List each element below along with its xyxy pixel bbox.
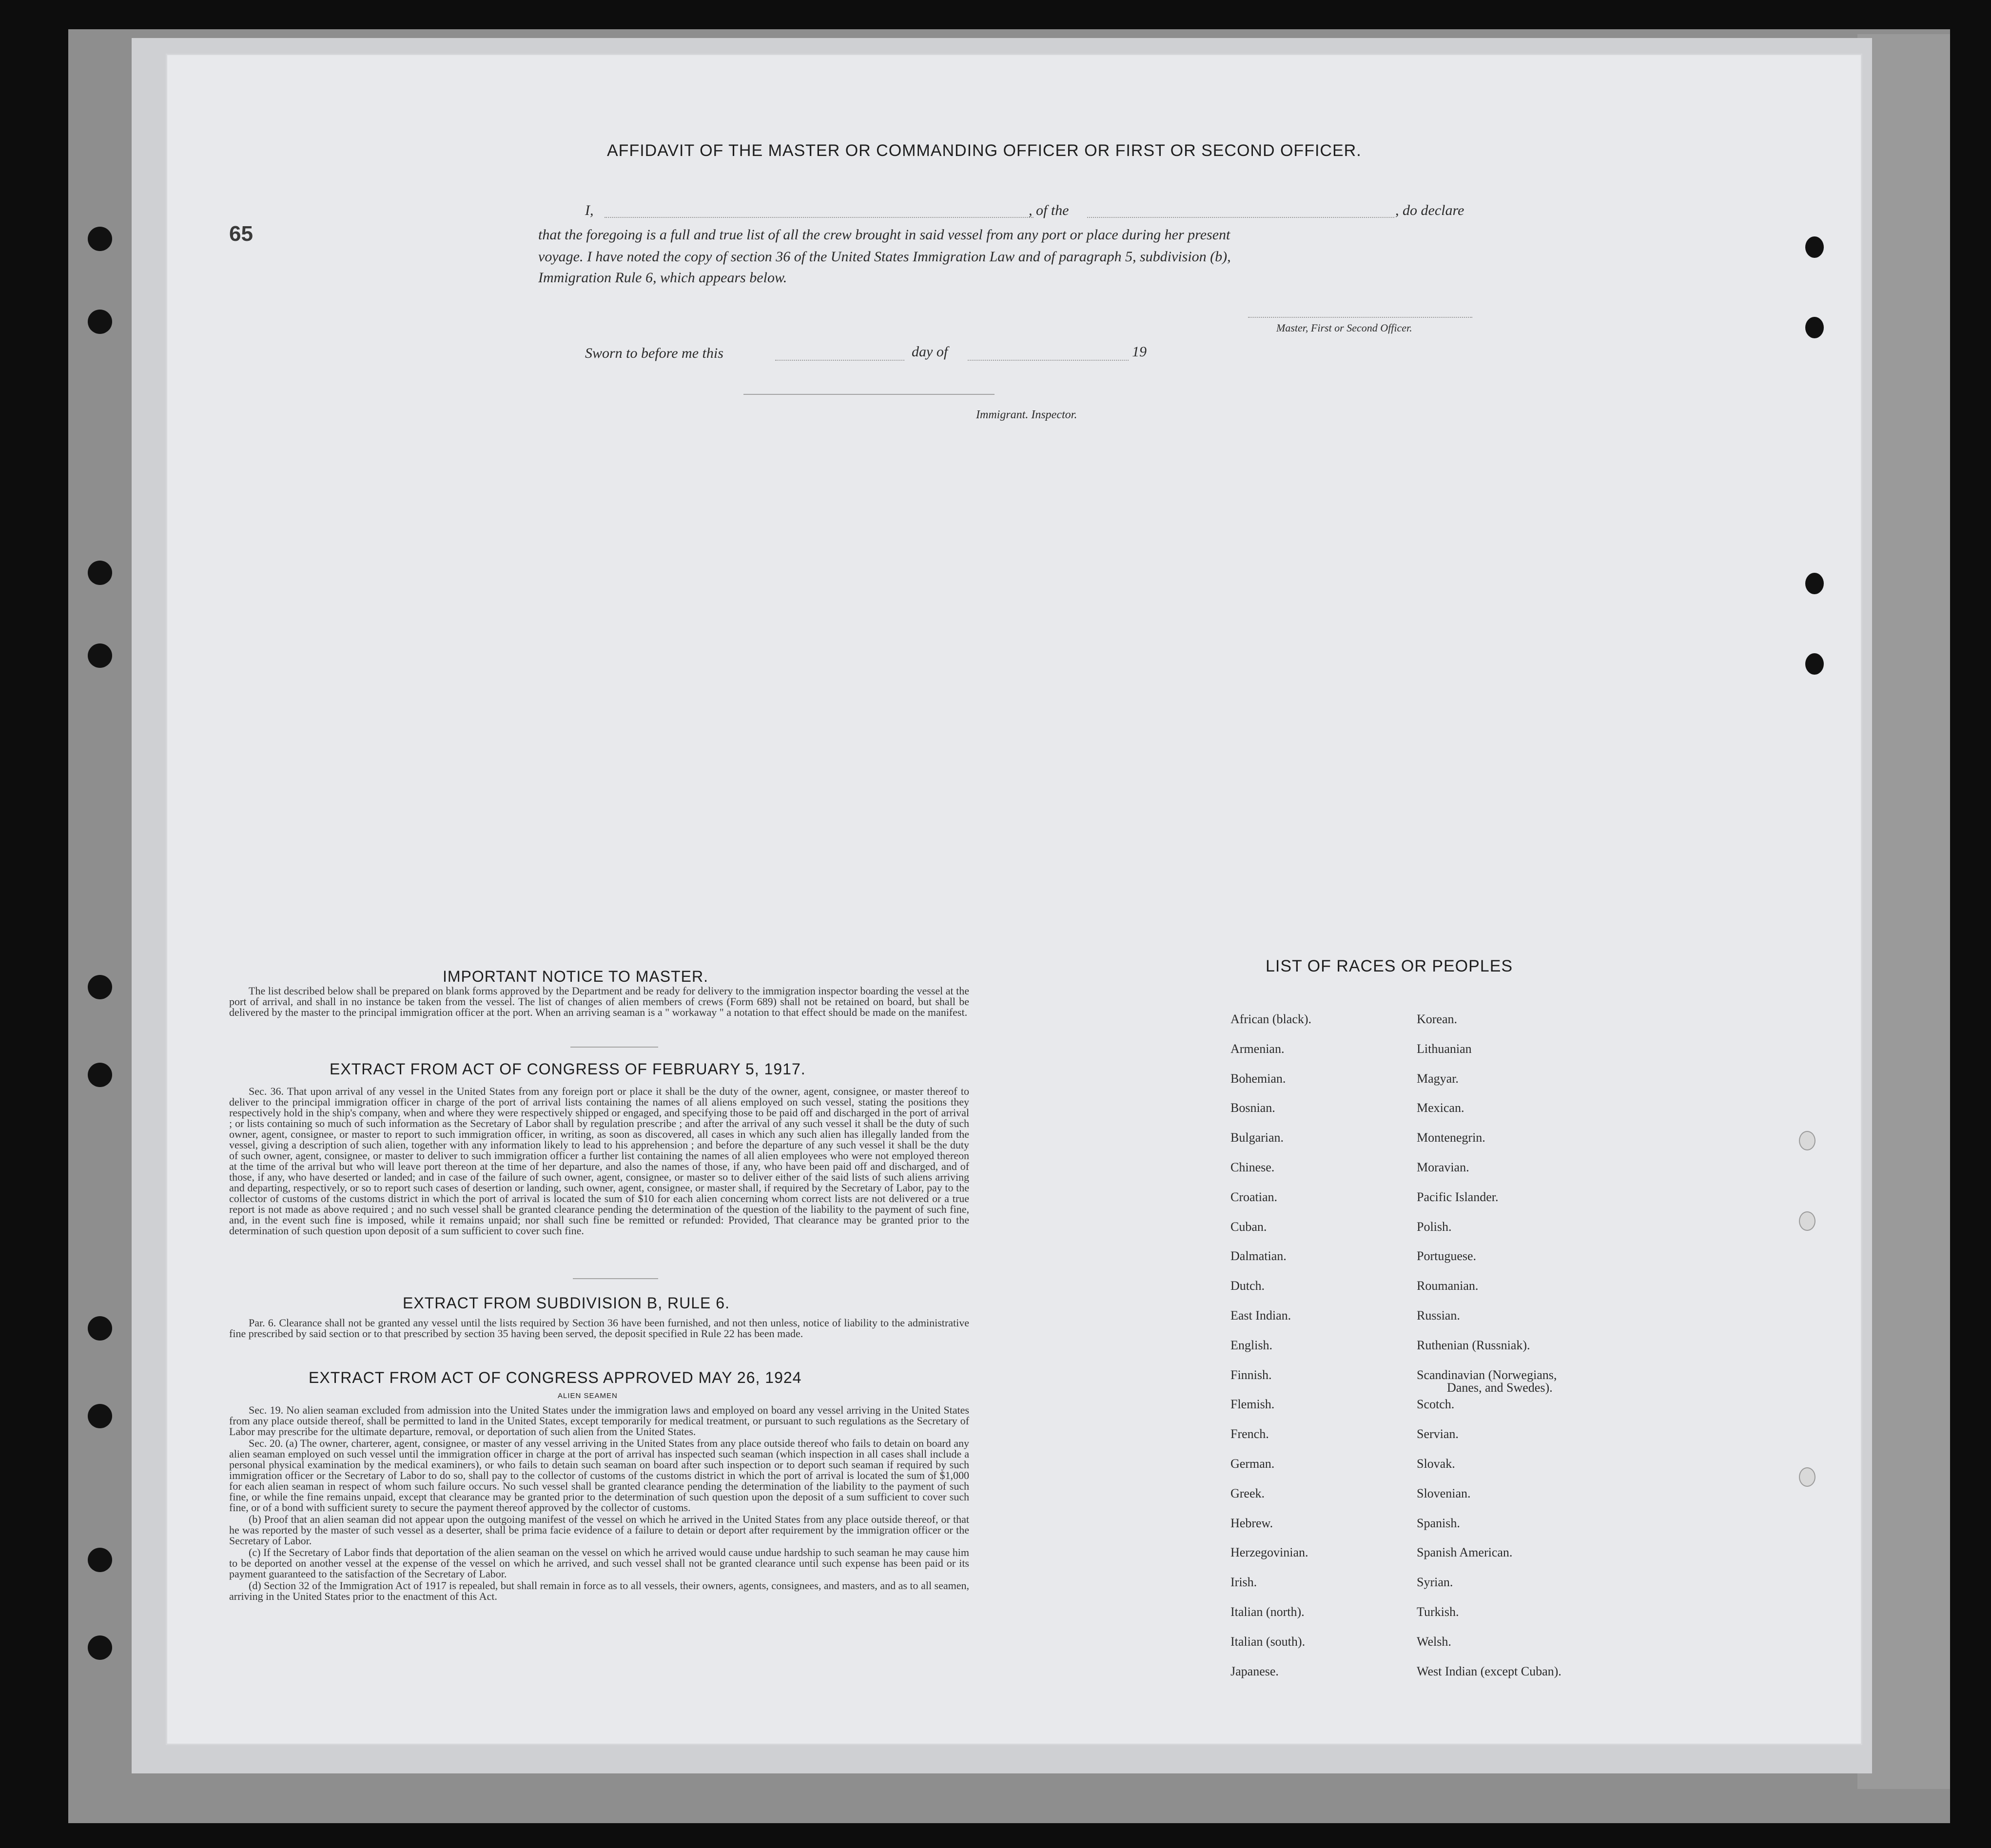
name-line xyxy=(605,217,1034,218)
race-label: Pacific Islander. xyxy=(1417,1189,1499,1204)
race-label: Spanish American. xyxy=(1417,1545,1513,1560)
section-divider xyxy=(573,1278,658,1279)
day-of-label: day of xyxy=(912,344,948,360)
binder-hole-icon xyxy=(88,561,112,585)
race-item xyxy=(1417,1131,1562,1161)
race-item xyxy=(1230,1635,1311,1665)
sec20a-paragraph: Sec. 20. (a) The owner, charterer, agent, consignee, or master of any vessel arriving in the United States from any place outside thereof who fails to detain on board any alien seaman employed on such vessel until the immigration officer in charge at the port of arrival has inspected such seaman (which inspection in all cases shall include a personal physical examination by the medical examiners), or who fails to detain such seaman on board after such inspection or to deport such seaman if required by such immigration officer or the Secretary of Labor to do so, shall pay to the collector of customs of the customs district in which the port of arrival is located the sum of $1,000 for each alien seaman in respect of whom such failure occurs. No such vessel shall be granted clearance pending the determination of the liability to the payment of such fine, or while the fine remains unpaid, except that clearance may be granted prior to the determination of such question upon the deposit of a sum sufficient to cover such fine, or of a bond with sufficient surety to secure the payment thereof approved by the collector of customs. xyxy=(229,1437,969,1514)
race-item xyxy=(1230,1369,1311,1399)
race-item xyxy=(1230,1606,1311,1635)
notice-body xyxy=(229,986,969,1019)
race-label: East Indian. xyxy=(1230,1308,1291,1323)
race-label: German. xyxy=(1230,1456,1275,1471)
race-label: Irish. xyxy=(1230,1575,1257,1590)
inspector-label: Immigrant. Inspector. xyxy=(976,409,1077,421)
extract-1924-body xyxy=(229,1405,969,1603)
race-item xyxy=(1417,1458,1562,1487)
race-label: Italian (north). xyxy=(1230,1604,1305,1619)
race-label: English. xyxy=(1230,1338,1272,1352)
race-label: Portuguese. xyxy=(1417,1249,1477,1264)
race-label: Syrian. xyxy=(1417,1575,1453,1590)
race-item xyxy=(1417,1576,1562,1606)
race-item xyxy=(1417,1428,1562,1458)
race-label: Korean. xyxy=(1417,1012,1458,1026)
binder-hole-icon xyxy=(1805,573,1824,594)
binder-hole-icon xyxy=(88,1063,112,1087)
binder-hole-icon xyxy=(88,1316,112,1341)
race-label: West Indian (except Cuban). xyxy=(1417,1664,1562,1678)
race-label-continuation: Danes, and Swedes). xyxy=(1447,1380,1553,1395)
race-label: Armenian. xyxy=(1230,1041,1285,1056)
race-label: Dutch. xyxy=(1230,1279,1265,1293)
binder-hole-icon xyxy=(1805,236,1824,258)
binder-hole-icon xyxy=(1805,653,1824,675)
sec20b-paragraph: (b) Proof that an alien seaman did not appear upon the outgoing manifest of the vessel on which he arrived in the United States from any place outside thereof, or that he was reported by the master of such vessel as a deserter, shall be prima facie evidence of a failure to detain or deport after requirement by the immigration officer or the Secretary of Labor. xyxy=(229,1513,969,1547)
race-item xyxy=(1417,1665,1562,1695)
race-item xyxy=(1417,1369,1562,1399)
notice-title: IMPORTANT NOTICE TO MASTER. xyxy=(443,968,708,985)
race-item xyxy=(1230,1398,1311,1428)
race-item xyxy=(1230,1309,1311,1339)
affidavit-do-declare: , do declare xyxy=(1395,202,1464,218)
race-label: Moravian. xyxy=(1417,1160,1469,1174)
race-item xyxy=(1417,1072,1562,1102)
year-label: 19 xyxy=(1132,344,1147,360)
race-item xyxy=(1230,1458,1311,1487)
race-label: Bohemian. xyxy=(1230,1071,1286,1086)
notice-paragraph: The list described below shall be prepared on blank forms approved by the Department and be ready for delivery to the immigration inspector boarding the vessel at the port of arrival, and shall in no instance be taken from the vessel. The list of changes of alien members of crews (Form 689) shall not be retained on board, but shall be delivered by the master to the principal immigration officer at the port. When an arriving seaman is a " workaway " a notation to that effect should be made on the manifest. xyxy=(229,985,969,1018)
race-item xyxy=(1230,1013,1311,1043)
race-item xyxy=(1417,1043,1562,1072)
races-left-column xyxy=(1230,1013,1311,1694)
race-label: Russian. xyxy=(1417,1308,1460,1323)
race-label: Polish. xyxy=(1417,1219,1452,1234)
extract-1917-title: EXTRACT FROM ACT OF CONGRESS OF FEBRUARY 5, 1917. xyxy=(330,1060,806,1078)
alien-seamen-subtitle: ALIEN SEAMEN xyxy=(558,1392,618,1400)
race-label: Cuban. xyxy=(1230,1219,1267,1234)
race-item xyxy=(1230,1487,1311,1517)
extract-1917-body xyxy=(229,1086,969,1237)
race-label: Flemish. xyxy=(1230,1397,1275,1412)
race-label: Chinese. xyxy=(1230,1160,1275,1174)
race-item xyxy=(1417,1013,1562,1043)
binder-hole-icon xyxy=(88,310,112,334)
race-label: Montenegrin. xyxy=(1417,1130,1485,1145)
race-item xyxy=(1230,1131,1311,1161)
race-item xyxy=(1417,1635,1562,1665)
race-label: Finnish. xyxy=(1230,1367,1272,1382)
race-label: Servian. xyxy=(1417,1427,1459,1441)
affidavit-i: I, xyxy=(585,202,594,218)
race-label: Slovak. xyxy=(1417,1456,1455,1471)
binder-hole-icon xyxy=(88,1635,112,1660)
sec20c-paragraph: (c) If the Secretary of Labor finds that deportation of the alien seaman on the vessel on which he arrived would cause undue hardship to such seaman he may cause him to be deported on another vessel at the expense of the vessel on which he arrived, and such vessel shall not be granted clearance until such expense has been paid or its payment guaranteed to the satisfaction of the Secretary of Labor. xyxy=(229,1546,969,1580)
binder-hole-icon xyxy=(88,227,112,251)
race-label: Dalmatian. xyxy=(1230,1249,1287,1264)
race-item xyxy=(1417,1161,1562,1191)
master-label: Master, First or Second Officer. xyxy=(1276,322,1412,334)
race-label: Spanish. xyxy=(1417,1516,1460,1530)
race-item xyxy=(1417,1221,1562,1250)
race-item xyxy=(1230,1517,1311,1547)
race-label: Italian (south). xyxy=(1230,1634,1306,1649)
race-label: Lithuanian xyxy=(1417,1041,1472,1056)
race-item xyxy=(1230,1072,1311,1102)
race-item xyxy=(1417,1309,1562,1339)
race-item xyxy=(1230,1339,1311,1369)
race-item xyxy=(1230,1221,1311,1250)
race-item xyxy=(1230,1665,1311,1695)
extract-rule6-title: EXTRACT FROM SUBDIVISION B, RULE 6. xyxy=(403,1294,730,1312)
inspector-signature-line xyxy=(743,394,995,395)
race-item xyxy=(1417,1487,1562,1517)
sec20d-paragraph: (d) Section 32 of the Immigration Act of 1917 is repealed, but shall remain in force as to all vessels, their owners, agents, consignees, and masters, and as to all seamen, arriving in the United States prior to the enactment of this Act. xyxy=(229,1579,969,1602)
sworn-month-line xyxy=(968,360,1129,361)
race-label: Greek. xyxy=(1230,1486,1265,1500)
race-item xyxy=(1417,1517,1562,1547)
race-label: Magyar. xyxy=(1417,1071,1459,1086)
race-item xyxy=(1417,1191,1562,1221)
section-divider xyxy=(570,1047,658,1048)
binder-hole-icon xyxy=(1799,1211,1815,1231)
race-item xyxy=(1230,1043,1311,1072)
race-item xyxy=(1230,1576,1311,1606)
race-label: Slovenian. xyxy=(1417,1486,1471,1500)
race-item xyxy=(1417,1280,1562,1309)
race-label: Herzegovinian. xyxy=(1230,1545,1308,1560)
extract-rule6-body xyxy=(229,1318,969,1340)
race-label: Scotch. xyxy=(1417,1397,1455,1412)
race-item xyxy=(1417,1250,1562,1280)
race-item xyxy=(1417,1546,1562,1576)
binder-hole-icon xyxy=(88,1548,112,1572)
race-item xyxy=(1417,1606,1562,1635)
race-label: Bosnian. xyxy=(1230,1101,1275,1115)
rule6-paragraph: Par. 6. Clearance shall not be granted any vessel until the lists required by Section 36 have been furnished, and not then unless, notice of liability to the administrative fine prescribed by said section or to that prescribed by section 35 having been served, the deposit specified in Rule 22 has been made. xyxy=(229,1317,969,1340)
race-item xyxy=(1417,1102,1562,1131)
race-label: Mexican. xyxy=(1417,1101,1464,1115)
affidavit-line-2: that the foregoing is a full and true list of all the crew brought in said vessel from any port or place during her present xyxy=(538,227,1230,243)
master-signature-line xyxy=(1248,317,1472,318)
race-item xyxy=(1230,1191,1311,1221)
race-item xyxy=(1230,1250,1311,1280)
binder-hole-icon xyxy=(88,643,112,668)
race-item xyxy=(1230,1102,1311,1131)
race-label: Ruthenian (Russniak). xyxy=(1417,1338,1530,1352)
race-item xyxy=(1230,1546,1311,1576)
race-item xyxy=(1230,1428,1311,1458)
extract-1924-title: EXTRACT FROM ACT OF CONGRESS APPROVED MAY 26, 1924 xyxy=(309,1369,802,1386)
affidavit-title: AFFIDAVIT OF THE MASTER OR COMMANDING OFFICER OR FIRST OR SECOND OFFICER. xyxy=(607,141,1362,160)
race-label: French. xyxy=(1230,1427,1269,1441)
binder-hole-icon xyxy=(1799,1131,1815,1150)
race-item xyxy=(1417,1398,1562,1428)
binder-hole-icon xyxy=(1805,317,1824,338)
race-item xyxy=(1230,1280,1311,1309)
affidavit-line-3: voyage. I have noted the copy of section 36 of the United States Immigration Law and of paragraph 5, subdivision (b), xyxy=(538,249,1231,265)
sec19-paragraph: Sec. 19. No alien seaman excluded from admission into the United States under the immigration laws and employed on board any vessel arriving in the United States from any place outside thereof, shall be permitted to land in the United States, except temporarily for medical treatment, or pursuant to such regulations as the Secretary of Labor may prescribe for the ultimate departure, removal, or deportation of such alien from the United States. xyxy=(229,1404,969,1438)
binder-hole-icon xyxy=(1799,1467,1815,1487)
race-item xyxy=(1417,1339,1562,1369)
races-right-column xyxy=(1417,1013,1562,1694)
race-label: Bulgarian. xyxy=(1230,1130,1284,1145)
affidavit-of-the: , of the xyxy=(1029,202,1069,218)
race-label: Croatian. xyxy=(1230,1189,1278,1204)
affidavit-line-4: Immigration Rule 6, which appears below. xyxy=(538,270,787,286)
race-label: Japanese. xyxy=(1230,1664,1279,1678)
binder-hole-icon xyxy=(88,975,112,999)
race-label: Roumanian. xyxy=(1417,1279,1479,1293)
race-label: African (black). xyxy=(1230,1012,1312,1026)
binder-hole-icon xyxy=(88,1404,112,1428)
race-item xyxy=(1230,1161,1311,1191)
races-title: LIST OF RACES OR PEOPLES xyxy=(1266,957,1513,975)
race-label: Welsh. xyxy=(1417,1634,1451,1649)
sworn-day-line xyxy=(775,360,904,361)
sworn-label: Sworn to before me this xyxy=(585,345,723,361)
section-36-paragraph: Sec. 36. That upon arrival of any vessel in the United States from any foreign port or place it shall be the duty of the owner, agent, consignee, or master thereof to deliver to the principal immigration officer in charge of the port of arrival lists containing the names of all aliens employed on such vessel, stating the positions they respectively hold in the ship's company, when and where they were respectively shipped or engaged, and specifying those to be paid off and discharged in the port of arrival ; or lists containing so much of such information as the Secretary of Labor shall by regulation prescribe ; and after the arrival of any such vessel it shall be the duty of such owner, agent, consignee, or master to report to such immigration officer, in writing, as soon as discovered, all cases in which any such alien has illegally landed from the vessel, giving a description of such alien, together with any information likely to lead to his apprehension ; and before the departure of any such vessel it shall be the duty of such owner, agent, consignee, or master to deliver to such immigration officer a further list containing the names of all alien employees who were not employed thereon at the time of the arrival but who will leave port thereon at the time of her departure, and also the names of those, if any, who have been paid off and discharged, and of those, if any, who have deserted or landed; and in case of the failure of such owner, agent, consignee, or master so to deliver either of the said lists of such aliens arriving and departing, respectively, or so to report such cases of desertion or landing, such owner, agent, consignee, or master shall, if required by the Secretary of Labor, pay to the collector of customs of the customs district in which the port of arrival is located the sum of $10 for each alien concerning whom correct lists are not delivered or a true report is not made as above required ; and no such vessel shall be granted clearance pending the determination of the question of the liability to the payment of such fine, and, in the event such fine is imposed, while it remains unpaid; nor shall such fine be remitted or refunded: Provided, That clearance may be granted prior to the determination of such question upon deposit of a sum sufficient to cover such fine. xyxy=(229,1085,969,1237)
race-label: Scandinavian (Norwegians, xyxy=(1417,1367,1557,1382)
race-label: Turkish. xyxy=(1417,1604,1459,1619)
race-label: Hebrew. xyxy=(1230,1516,1273,1530)
page-number: 65 xyxy=(229,222,253,246)
vessel-line xyxy=(1087,217,1394,218)
